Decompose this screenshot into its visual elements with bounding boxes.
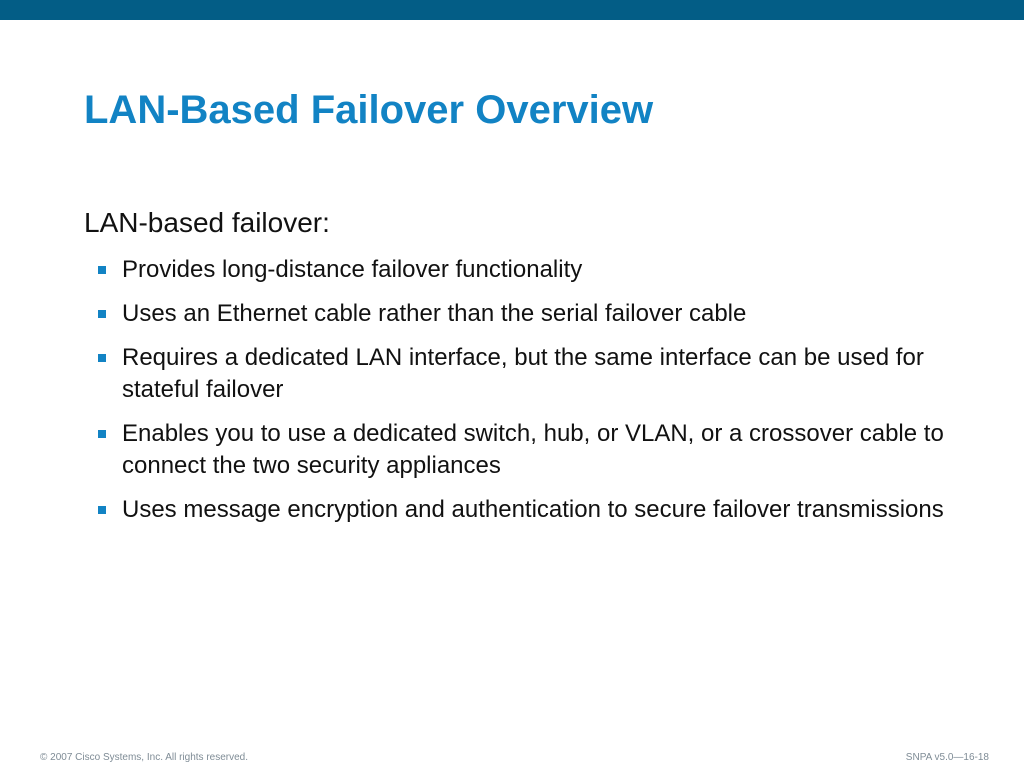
bullet-text: Uses an Ethernet cable rather than the serial failover cable [122,300,747,327]
intro-text: LAN-based failover: [84,207,330,238]
course-code: SNPA v5.0—16-18 [905,752,989,763]
bullet-text: Uses message encryption and authentication to secure failover transmissions [122,496,944,523]
square-bullet-icon [98,310,106,318]
bullet-list [96,254,956,538]
bullet-text: Provides long-distance failover functionality [122,256,583,283]
bullet-item [96,342,956,406]
bullet-text: Enables you to use a dedicated switch, hub, or VLAN, or a crossover cable to connect the two security appliances [122,420,944,479]
bullet-item [96,254,956,286]
square-bullet-icon [98,354,106,362]
square-bullet-icon [98,266,106,274]
copyright-text: © 2007 Cisco Systems, Inc. All rights reserved. [40,752,249,763]
bullet-item [96,298,956,330]
square-bullet-icon [98,430,106,438]
slide-title: LAN-Based Failover Overview [84,88,654,132]
square-bullet-icon [98,506,106,514]
bullet-text: Requires a dedicated LAN interface, but the same interface can be used for stateful failover [122,344,924,403]
bullet-item [96,418,956,482]
bullet-item [96,494,956,526]
header-bar [0,0,1024,20]
